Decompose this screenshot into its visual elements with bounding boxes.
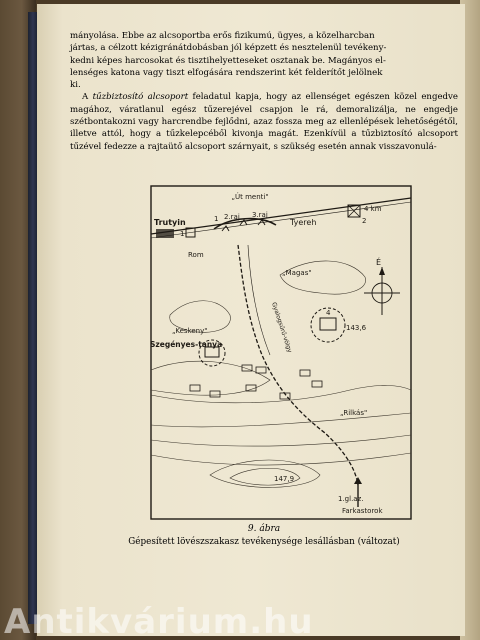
tactical-map-figure [150,185,412,520]
text-line: kedni képes harcosokat és tisztihelyetteseket osztanak be. Magányos el- [70,55,386,66]
railway-line [151,198,411,238]
label-ut-menti: „Út menti" [231,193,269,201]
label-raj-2: 2.raj [224,213,240,221]
label-height-143: 143,6 [346,324,367,332]
stream [248,245,270,355]
label-road: Gyalogsűrű-völgy [270,301,293,354]
watermark: Antikvárium.hu [4,602,314,640]
label-height-147: 147,9 [274,475,295,483]
label-rilkas: „Rilkás" [340,409,368,417]
label-raj-1: 1 [214,215,219,223]
text-line: ki. [70,80,81,91]
label-position-4: 4 [326,309,331,317]
term-fire-support-group: tűzbiztosító alcsoport [92,92,189,103]
label-glaz: 1.gl.az. [338,495,364,503]
label-marker-1: 1 [180,230,185,238]
label-marker-2: 2 [362,217,367,225]
body-text [70,30,458,153]
town-trutyin [156,229,174,238]
text-line: jártas, a célzott kézigránátdobásban jól képzett és nesztelenül tevékeny- [70,43,387,54]
figure-number: 9. ábra [247,524,281,534]
label-compass-north: É [376,258,382,267]
label-tyereh: Tyereh [290,218,317,227]
tactical-map [150,185,412,520]
paragraph-fire-support: A tűzbiztosító alcsoport feladatul kapja, hogy az ellenséget egészen közel engedve magához, váratlanul egész tűzerejével csapjon le rá, demoralizálja, ne engedje szétbontakozni vagy harcrendbe fejlődni, azaz fossza meg az ellenlépések lehetőségétől, illetve attól, hogy a tűzkelepcéből kivonja magát. Ezenkívül a tűzbiztosító alcsoport tűzével fedezze a rajtaütő alcsoport szárnyait, s szükség esetén annak visszavonulá- [70,92,458,152]
figure-caption: Gépesített lövészszakasz tevékenysége lesállásban (változat) [128,537,400,547]
label-rom: Rom [188,251,204,259]
label-farkastorok: Farkastorok [342,507,383,515]
label-szegenyes: Szegényes-tanya [150,340,223,349]
label-trutyin: Trutyin [154,218,186,227]
label-raj-3: 3.raj [252,211,268,219]
label-km: 4 km [364,205,382,213]
text-line: mányolása. Ebbe az alcsoportba erős fizikumú, ügyes, a közelharcban [70,31,375,41]
unit-symbols [190,365,322,399]
valley-road [238,245,358,485]
compass-icon [364,267,400,315]
label-keskeny: „Keskeny" [172,327,208,335]
label-magas: „Magas" [282,269,312,277]
text-line: lenséges katona vagy tiszt elfogására rendszerint két felderítőt jelölnek [70,67,383,78]
